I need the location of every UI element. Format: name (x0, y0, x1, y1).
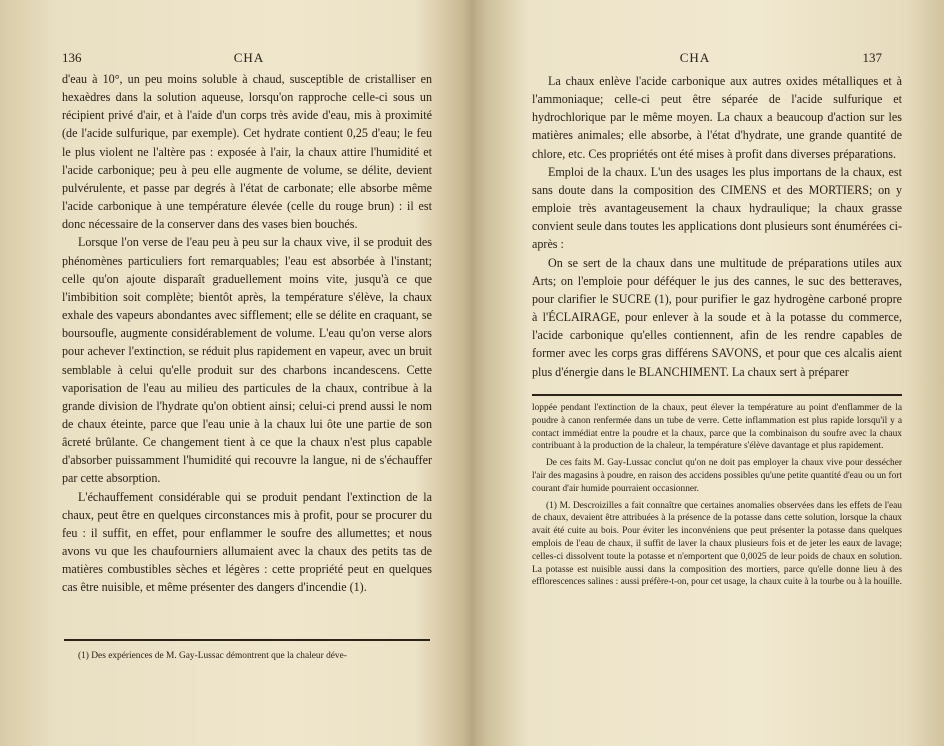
right-footnotes (532, 402, 902, 593)
left-page-number: 136 (62, 50, 82, 65)
right-running-head: CHA (679, 50, 711, 65)
right-page (474, 0, 944, 746)
right-body-text (532, 72, 902, 381)
left-paragraph-1: d'eau à 10°, un peu moins soluble à chaud, susceptible de cristalliser en hexaèdres dans la solution aqueuse, lorsqu'on rapproche celle-ci sous un récipient privé d'air, et à l'aide d'un corps très avide d'eau, mis à proximité (de l'acide sulfurique, par exemple). Cet hydrate contient 0,25 d'eau; le feu le plus violent ne l'altère pas : exposée à l'air, la chaux attire l'humidité et l'acide carbonique; peu à peu elle augmente de volume, se délite, devient pulvérulente, et passe par degrés à l'état de carbonate; elle absorbe même l'acide carbonique à une température élevée (celle du rouge brun) : il est donc nécessaire de la conserver dans des vases bien bouchés. (62, 72, 432, 232)
left-running-head: CHA (233, 50, 265, 65)
left-footnotes (64, 650, 430, 667)
right-page-header (508, 50, 882, 70)
left-body-text (62, 70, 432, 597)
left-page-header (62, 50, 436, 70)
right-footnote-1: loppée pendant l'extinction de la chaux, peut élever la température au point d'enflammer de la poudre à canon renfermée dans un tube de verre. Cette inflammation est plus rapide lorsqu'il y a contact immédiat entre la poudre et la chaux, parce que la combinaison du soufre avec la chaux contribuant à la production de la chaleur, la température s'élève davantage et plus rapidement. (532, 403, 902, 452)
right-footnote-2: De ces faits M. Gay-Lussac conclut qu'on ne doit pas employer la chaux vive pour dessécher l'air des magasins à poudre, en raison des accidens possibles qu'une petite quantité d'eau ou un fort courant d'air humide pourraient occasionner. (532, 458, 902, 494)
right-footnote-3: (1) M. Descroizilles a fait connaître que certaines anomalies observées dans les effets de l'eau de chaux, devaient être attribuées à la présence de la potasse dans cette solution, lorsque la chaux avait été cuite au bois. Pour éviter les inconvéniens que peut présenter la potasse dans quelques emplois de l'eau de chaux, il suffit de laver la chaux plusieurs fois et de jeter les eaux de lavage; celles-ci dissolvent toute la potasse et n'emportent que 0,0025 de leur poids de chaux en solution. La potasse est nuisible aussi dans la composition des mortiers, parce qu'elle donne lieu à des efflorescences salines : aussi préfère-t-on, pour cet usage, la chaux cuite à la tourbe ou à la houille. (532, 500, 902, 588)
right-paragraph-3: On se sert de la chaux dans une multitude de préparations utiles aux Arts; on l'emploie pour déféquer le jus des cannes, le suc des betteraves, pour clarifier le SUCRE (1), pour purifier le gaz hydrogène carboné propre à l'ÉCLAIRAGE, pour enlever à la soude et à la potasse du commerce, l'acide carbonique qu'elles contiennent, afin de les rendre capables de former avec les corps gras différens SAVONS, et pour que ces alcalis aient plus d'énergie dans le BLANCHIMENT. La chaux sert à préparer (532, 255, 902, 379)
right-paragraph-2: Emploi de la chaux. L'un des usages les plus importans de la chaux, est sans doute dans la composition des CIMENS et des MORTIERS; on y emploie très avantageusement la chaux hydraulique; la chaux grasse convient seule dans toutes les applications dont plusieurs sont énumérées ci-après : (532, 164, 902, 252)
right-paragraph-1: La chaux enlève l'acide carbonique aux autres oxides métalliques et à l'ammoniaque; celle-ci peut être séparée de l'acide sulfurique et hydrochlorique par le même moyen. La chaux a beaucoup d'action sur les matières animales; elle absorbe, à l'état d'hydrate, une grande quantité de chlore, etc. Ces propriétés ont été mises à profit dans diverses préparations. (532, 74, 902, 161)
left-footnote-rule (64, 639, 430, 641)
left-page (0, 0, 470, 746)
left-paragraph-3: L'échauffement considérable qui se produit pendant l'extinction de la chaux, peut être en quelques circonstances mis à profit, pour se procurer du feu : il suffit, en effet, pour enflammer le soufre des allumettes; et nous avons vu que les chaufourniers allumaient avec la chaux des petits tas de matières combustibles sèches et légères : cette propriété peut en quelques cas être nuisible, et même présenter des dangers d'incendie (1). (62, 489, 432, 595)
right-footnote-rule (532, 394, 902, 396)
left-paragraph-2: Lorsque l'on verse de l'eau peu à peu sur la chaux vive, il se produit des phénomènes particuliers fort remarquables; l'eau est absorbée à l'instant; celle qu'on ajoute disparaît graduellement moins vite, jusqu'à ce que l'imbibition soit complète; bientôt après, la température s'élève, la chaux exhale des vapeurs abondantes avec sifflement; elle se délite en craquant, se boursoufle, augmente considérablement de volume. L'eau qu'on verse alors pour achever l'extinction, se réduit plus rapidement en vapeur, avec un bruit semblable à celui qu'elle produit sur des charbons incandescens. Cette vaporisation de l'eau au milieu des particules de la chaux, contribue à la grande division de l'hydrate qu'on obtient ainsi; celui-ci prend aussi le nom de chaux éteinte, parce que l'eau unie à la chaux lui ôte une partie de son âcreté brûlante. Ce changement tient à ce que la chaux n'est plus capable d'absorber puissamment l'humidité qui recouvre la langue, ni de s'échauffer par cette absorption. (62, 235, 432, 486)
left-footnote-1: (1) Des expériences de M. Gay-Lussac démontrent que la chaleur déve- (78, 651, 347, 661)
right-page-number: 137 (862, 50, 882, 65)
